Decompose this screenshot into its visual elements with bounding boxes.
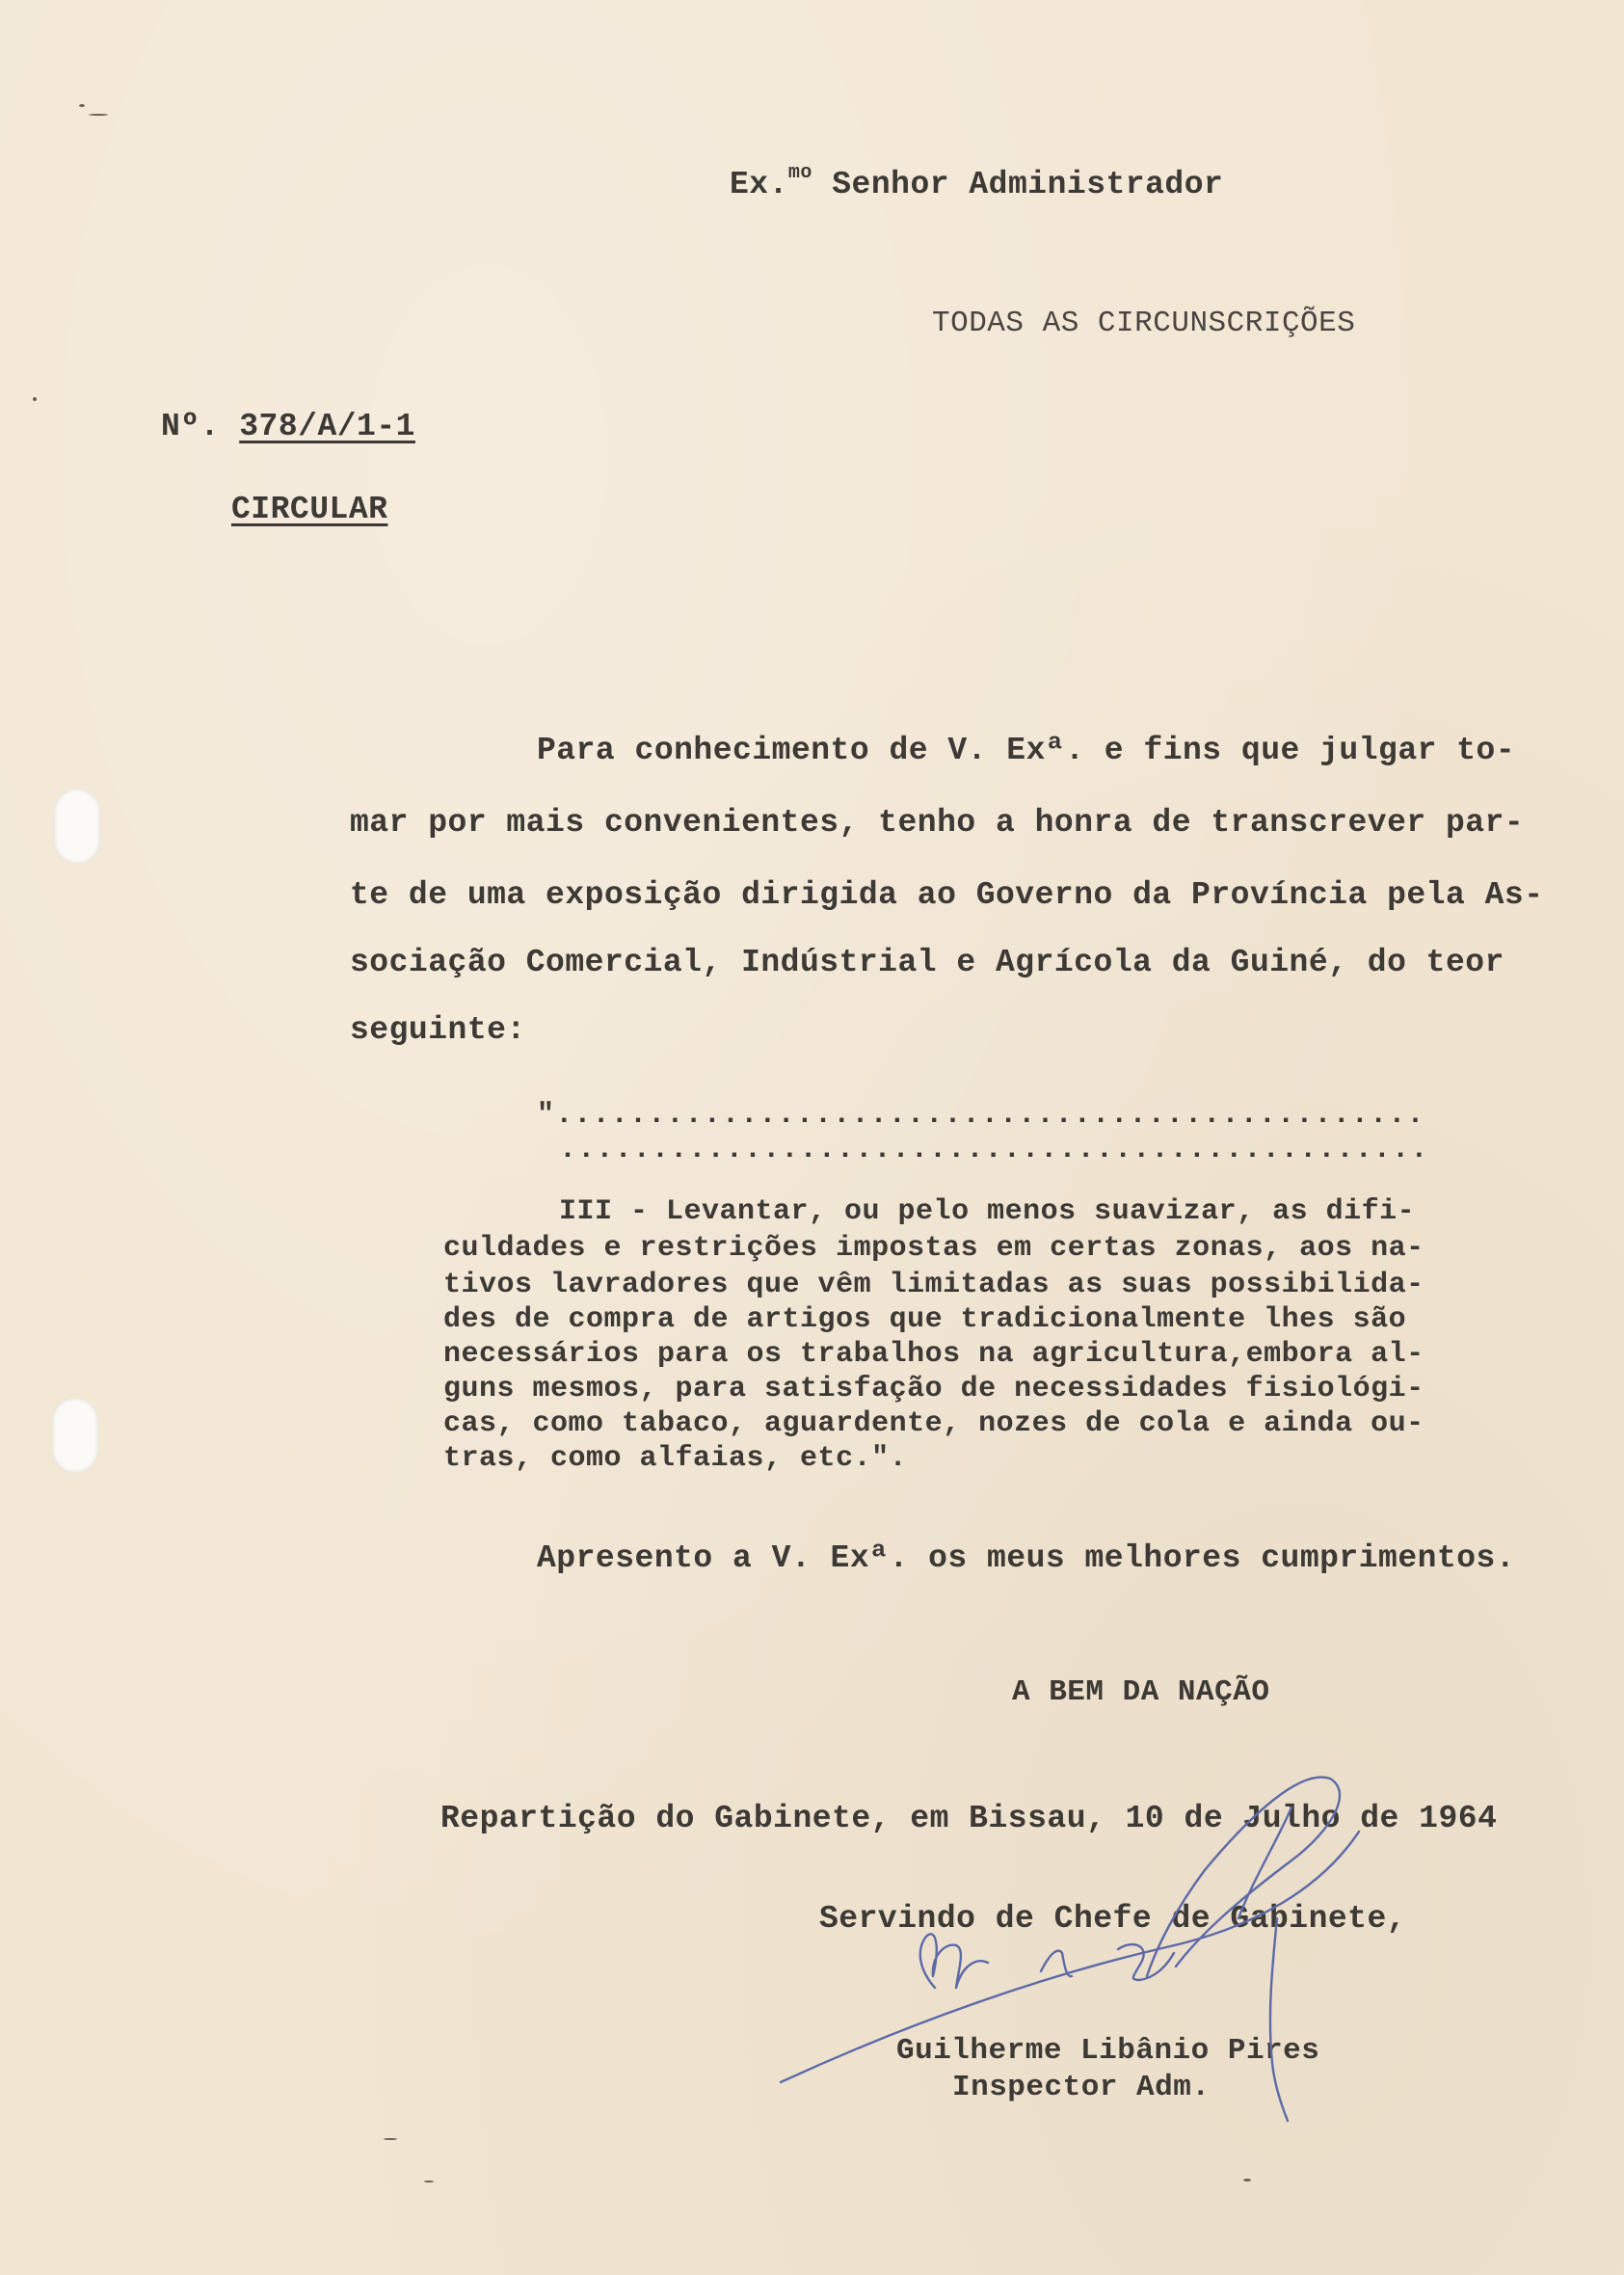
paper-speck [384,2138,397,2140]
body-line: te de uma exposição dirigida ao Governo da Província pela As- [350,877,1544,913]
handwritten-signature [752,1774,1542,2140]
quote-line: tras, como alfaias, etc.". [443,1442,908,1475]
salutation: Ex.$^{mo}$ Senhor Administrador [730,162,1224,202]
closing-line: Apresento a V. Exª. os meus melhores cumprimentos. [537,1540,1516,1576]
document-type: CIRCULAR [231,492,388,527]
reference-number: Nº. 378/A/1-1 [161,409,415,444]
place-date: Repartição do Gabinete, em Bissau, 10 de Julho de 1964 [440,1801,1498,1836]
motto: A BEM DA NAÇÃO [1012,1675,1270,1709]
body-line: mar por mais convenientes, tenho a honra de transcrever par- [350,805,1525,841]
signatory-role: Servindo de Chefe de Gabinete, [819,1901,1407,1937]
paper-speck [79,104,85,107]
body-line: sociação Comercial, Indústrial e Agrícola da Guiné, do teor [350,945,1504,980]
quote-line: necessários para os trabalhos na agricultura,embora al- [443,1338,1424,1371]
paper-speck [424,2181,434,2182]
quote-line: guns mesmos, para satisfação de necessidades fisiológi- [443,1373,1424,1405]
quote-dots: "............................................... [537,1099,1425,1132]
signatory-title: Inspector Adm. [952,2071,1211,2104]
quote-line: cas, como tabaco, aguardente, nozes de cola e ainda ou- [443,1407,1424,1440]
quote-line: III - Levantar, ou pelo menos suavizar, as difi- [559,1195,1416,1228]
body-line: Para conhecimento de V. Exª. e fins que julgar to- [537,733,1516,768]
quote-line: des de compra de artigos que tradicionalmente lhes são [443,1303,1407,1336]
quote-dots: ............................................... [559,1134,1429,1166]
quote-line: tivos lavradores que vêm limitadas as suas possibilida- [443,1269,1424,1301]
punch-hole-bottom [52,1398,98,1473]
signatory-name: Guilherme Libânio Pires [896,2034,1320,2068]
paper-speck [1243,2179,1251,2181]
paper-speck [89,114,108,116]
paper-speck [33,397,37,401]
addressee: TODAS AS CIRCUNSCRIÇÕES [932,307,1356,340]
punch-hole-top [54,789,100,864]
body-line: seguinte: [350,1012,526,1048]
quote-line: culdades e restrições impostas em certas zonas, aos na- [443,1232,1424,1265]
